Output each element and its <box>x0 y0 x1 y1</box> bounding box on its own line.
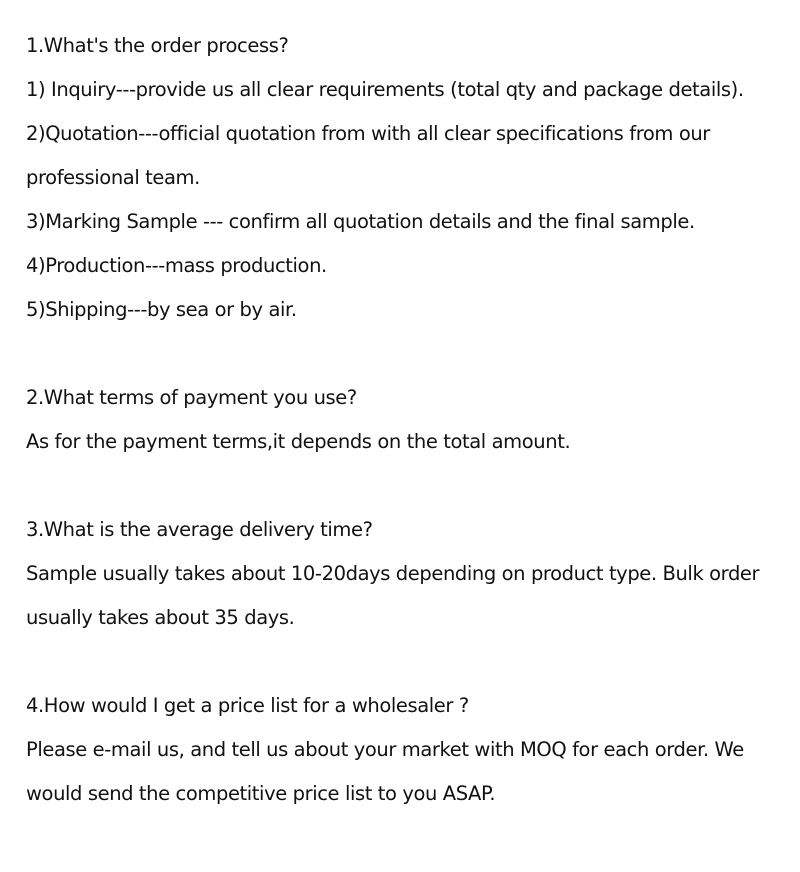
faq-answer-line: Please e-mail us, and tell us about your market with MOQ for each order. We <box>26 738 744 761</box>
section-spacer <box>26 464 786 508</box>
faq-answer-line: As for the payment terms,it depends on the total amount. <box>26 430 571 453</box>
faq-answer-line: usually takes about 35 days. <box>26 606 295 629</box>
faq-answer-line: 1) Inquiry---provide us all clear requirements (total qty and package details). <box>26 78 744 101</box>
faq-section-payment-terms <box>26 376 786 464</box>
faq-answer-line: would send the competitive price list to you ASAP. <box>26 782 496 805</box>
faq-section-delivery-time <box>26 508 786 640</box>
faq-answer-line: 2)Quotation---official quotation from with all clear specifications from our <box>26 122 710 145</box>
faq-answer-line: 3)Marking Sample --- confirm all quotation details and the final sample. <box>26 210 695 233</box>
section-spacer <box>26 332 786 376</box>
faq-section-price-list <box>26 684 786 816</box>
faq-document <box>26 24 786 816</box>
faq-question: 1.What's the order process? <box>26 34 289 57</box>
faq-question: 3.What is the average delivery time? <box>26 518 373 541</box>
faq-question: 4.How would I get a price list for a wholesaler ? <box>26 694 469 717</box>
section-spacer <box>26 640 786 684</box>
faq-section-order-process <box>26 24 786 332</box>
faq-answer-line: professional team. <box>26 166 200 189</box>
faq-question: 2.What terms of payment you use? <box>26 386 357 409</box>
faq-answer-line: 5)Shipping---by sea or by air. <box>26 298 297 321</box>
faq-answer-line: Sample usually takes about 10-20days depending on product type. Bulk order <box>26 562 760 585</box>
faq-answer-line: 4)Production---mass production. <box>26 254 327 277</box>
